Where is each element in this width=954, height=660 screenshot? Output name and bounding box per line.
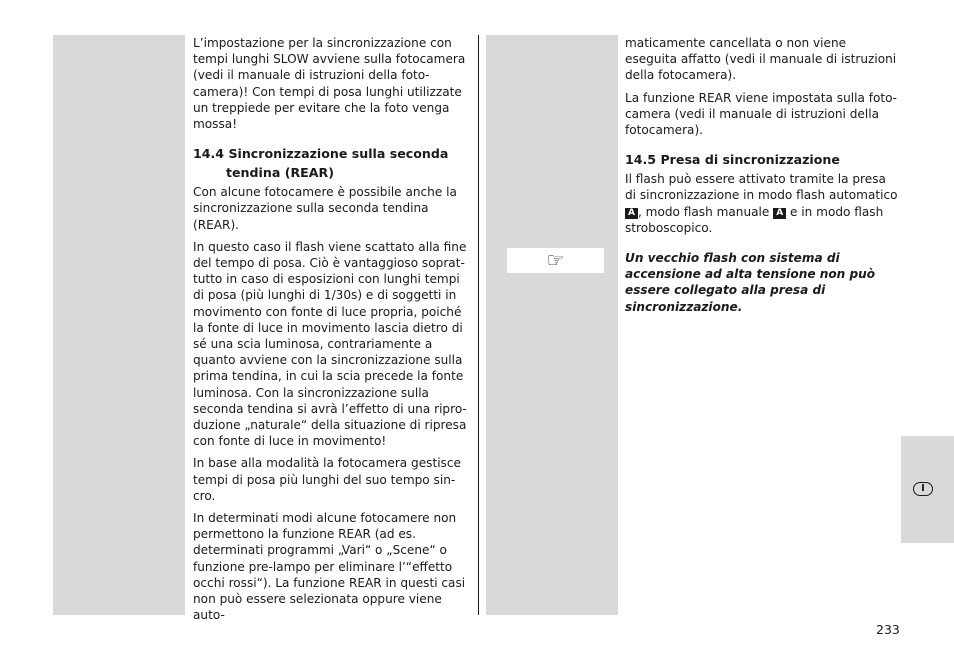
continued-paragraph: maticamente cancellata o non viene eseguita affatto (vedi il manuale di istruzioni della fotocamera). — [625, 36, 897, 83]
sync-paragraph — [625, 171, 899, 236]
section-heading-14-5: 14.5 Presa di sincronizzazione — [625, 152, 840, 168]
rear-paragraph: La funzione REAR viene impostata sulla fotocamera (vedi il manuale di istruzioni della fotocamera). — [625, 90, 897, 138]
intro-paragraph: L’impostazione per la sincronizzazione con tempi lunghi SLOW avviene sulla fotocamera (vedi il manuale di istruzioni della fotocamera)! Con tempi di posa lunghi utilizzate un treppiede per evitare che la foto venga mossa! — [193, 36, 466, 132]
sync-text-a: Il flash può essere attivato tramite la presa di sincronizzazione in modo flash automatico — [625, 172, 898, 203]
left-text-column — [193, 35, 467, 630]
auto-mode-icon: A — [625, 208, 638, 219]
language-marker: I — [913, 482, 933, 496]
paragraph-1: Con alcune fotocamere è possibile anche la sincronizzazione sulla seconda tendina (REAR). — [193, 185, 457, 232]
manual-mode-icon: A — [773, 208, 786, 219]
right-text-column — [625, 35, 899, 321]
heading-line-2: tendina (REAR) — [226, 165, 334, 181]
warning-note: Un vecchio flash con sistema di accensione ad alta tensione non può essere collegato alla presa di sincronizzazione. — [625, 251, 876, 314]
page-number: 233 — [876, 622, 900, 637]
paragraph-2: In questo caso il flash viene scattato alla fine del tempo di posa. Ciò è vantaggioso soprattutto in caso di esposizioni con lunghi tempi di posa (più lunghi di 1/30s) e di soggetti in movimento con fonte di luce propria, poiché la fonte di luce in movimento lascia dietro di sé una scia luminosa, contrariamente a quanto avviene con la sincronizzazione sulla prima tendina, in cui la scia precede la fonte luminosa. Con la sincronizzazione sulla seconda tendina si avrà l’effetto di una riproduzione „naturale“ della situazione di ripresa con fonte di luce in movimento! — [193, 239, 467, 449]
middle-sidebar — [486, 35, 618, 615]
sync-text-c: e in modo flash stroboscopico. — [625, 204, 884, 235]
sync-text-b: , modo flash manuale — [637, 204, 770, 219]
paragraph-3: In base alla modalità la fotocamera gestisce tempi di posa più lunghi del suo tempo sincro. — [193, 456, 461, 503]
heading-line-1: 14.4 Sincronizzazione sulla seconda — [193, 146, 449, 162]
paragraph-4: In determinati modi alcune fotocamere non permettono la funzione REAR (ad es. determinati programmi „Vari“ o „Scene“ o funzione pre-lampo per eliminare l’“effetto occhi rossi“). La funzione REAR in questi casi non può essere selezionata oppure viene auto- — [193, 511, 466, 623]
left-sidebar — [53, 35, 185, 615]
note-icon-box — [507, 248, 604, 273]
section-heading-14-4 — [193, 144, 467, 182]
pointing-hand-icon: ☞ — [546, 248, 565, 273]
column-divider — [478, 35, 479, 615]
